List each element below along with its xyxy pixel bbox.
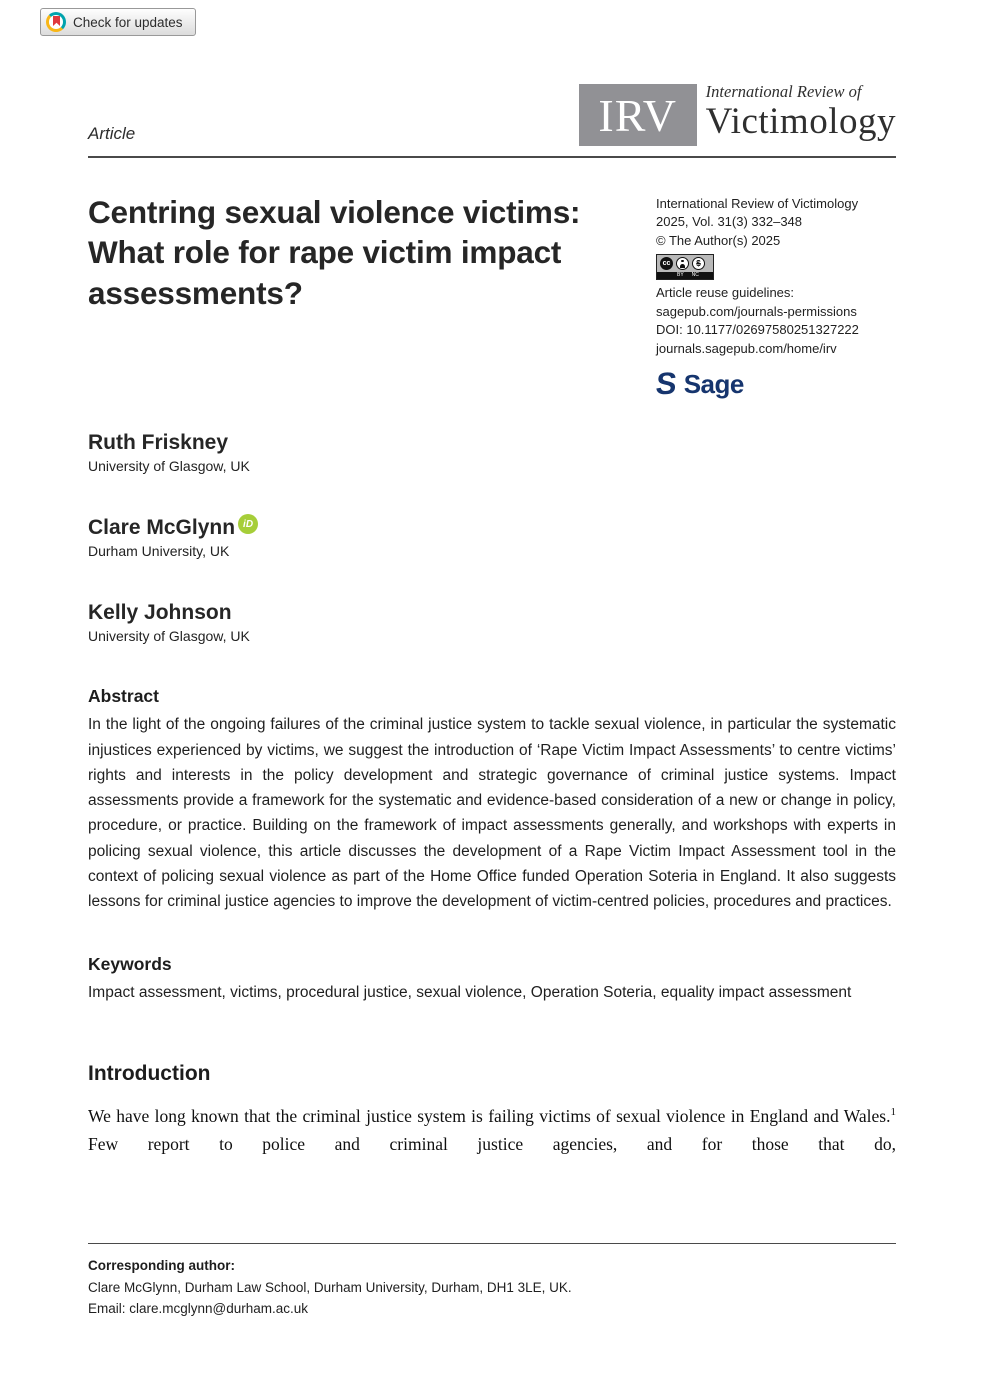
author-name-text: Kelly Johnson xyxy=(88,601,232,625)
author-affiliation: University of Glasgow, UK xyxy=(88,628,250,645)
meta-reuse-guidelines-label: Article reuse guidelines: xyxy=(656,285,795,301)
author-name xyxy=(88,516,896,539)
check-for-updates-button[interactable] xyxy=(40,8,196,36)
author-name xyxy=(88,601,896,624)
meta-doi-link[interactable]: DOI: 10.1177/02697580251327222 xyxy=(656,322,859,338)
intro-text-before-footnote: We have long known that the criminal justice system is failing victims of sexual violence in England and Wales. xyxy=(88,1105,891,1126)
sage-s-icon: S xyxy=(654,366,679,402)
intro-text-after-footnote: Few report to police and criminal justice agencies, and for those that do, xyxy=(88,1133,896,1154)
author-ruth-friskney xyxy=(88,431,896,474)
cc-icon: cc xyxy=(660,257,673,270)
author-name xyxy=(88,431,896,454)
corresponding-author-footer xyxy=(88,1243,896,1320)
page-header xyxy=(88,84,896,158)
keywords-text: Impact assessment, victims, procedural justice, sexual violence, Operation Soteria, equality impact assessment xyxy=(88,984,852,1002)
crossmark-icon xyxy=(46,12,66,32)
meta-journal-home-link[interactable]: journals.sagepub.com/home/irv xyxy=(656,340,837,356)
journal-logo-acronym: IRV xyxy=(579,84,697,146)
sage-publisher-logo xyxy=(654,366,896,402)
sage-wordmark: Sage xyxy=(683,368,744,399)
journal-name-line2: Victimology xyxy=(705,100,896,142)
abstract-heading: Abstract xyxy=(88,686,159,707)
corresponding-author-heading: Corresponding author: xyxy=(88,1258,235,1273)
meta-copyright: © The Author(s) 2025 xyxy=(656,232,781,248)
footnote-marker[interactable]: 1 xyxy=(890,1105,896,1118)
author-affiliation: University of Glasgow, UK xyxy=(88,458,250,475)
abstract-section xyxy=(88,686,896,914)
creative-commons-license-badge[interactable] xyxy=(656,254,714,280)
cc-by-person-icon xyxy=(676,257,689,270)
cc-nc-label: NC xyxy=(691,272,699,279)
cc-nc-icon: $ xyxy=(692,257,705,270)
check-for-updates-label: Check for updates xyxy=(73,14,183,30)
article-metadata xyxy=(654,192,896,402)
introduction-paragraph xyxy=(88,1102,896,1158)
author-name-text: Clare McGlynn xyxy=(88,516,236,540)
author-affiliation: Durham University, UK xyxy=(88,543,230,560)
cc-by-label: BY xyxy=(677,272,684,279)
author-name-text: Ruth Friskney xyxy=(88,431,229,455)
author-kelly-johnson xyxy=(88,601,896,644)
meta-permissions-link[interactable]: sagepub.com/journals-permissions xyxy=(656,303,857,319)
author-clare-mcglynn xyxy=(88,516,896,559)
cc-strip-labels xyxy=(657,272,713,279)
orcid-icon[interactable]: iD xyxy=(238,514,258,534)
authors-list xyxy=(88,431,896,644)
paper-title: Centring sexual violence victims: What role for rape victim impact assessments? xyxy=(88,194,581,311)
journal-name-line1: International Review of xyxy=(705,82,862,101)
journal-name xyxy=(706,84,896,140)
corresponding-author-email[interactable]: Email: clare.mcglynn@durham.ac.uk xyxy=(88,1301,309,1317)
article-type-label: Article xyxy=(88,124,136,143)
introduction-heading: Introduction xyxy=(88,1061,211,1085)
keywords-heading: Keywords xyxy=(88,954,172,975)
title-row xyxy=(88,192,896,402)
introduction-section xyxy=(88,1062,896,1158)
meta-volume-pages: 2025, Vol. 31(3) 332–348 xyxy=(656,214,803,230)
journal-logo xyxy=(579,84,896,146)
crossmark-ribbon-icon xyxy=(53,16,60,26)
meta-journal-name: International Review of Victimology xyxy=(656,196,859,211)
keywords-section xyxy=(88,954,896,1005)
abstract-text: In the light of the ongoing failures of the criminal justice system to tackle sexual violence, in particular the systematic injustices experienced by victims, we suggest the introduction of ‘Rape Victim Impact Assessments’ to centre victims’ rights and interests in the policy development and strategic governance of criminal justice systems. Impact assessments provide a framework for the systematic and evidence-based consideration of a new or change in policy, procedure, or practice. Building on the framework of impact assessments generally, and workshops with experts in policing sexual violence, this article discusses the development of a Rape Victim Impact Assessment tool in the context of policing sexual violence as part of the Home Office funded Operation Soteria in England. It also suggests lessons for criminal justice agencies to improve the development of victim-centred policies, procedures and practices. xyxy=(88,716,896,911)
corresponding-author-address: Clare McGlynn, Durham Law School, Durham University, Durham, DH1 3LE, UK. xyxy=(88,1279,572,1295)
